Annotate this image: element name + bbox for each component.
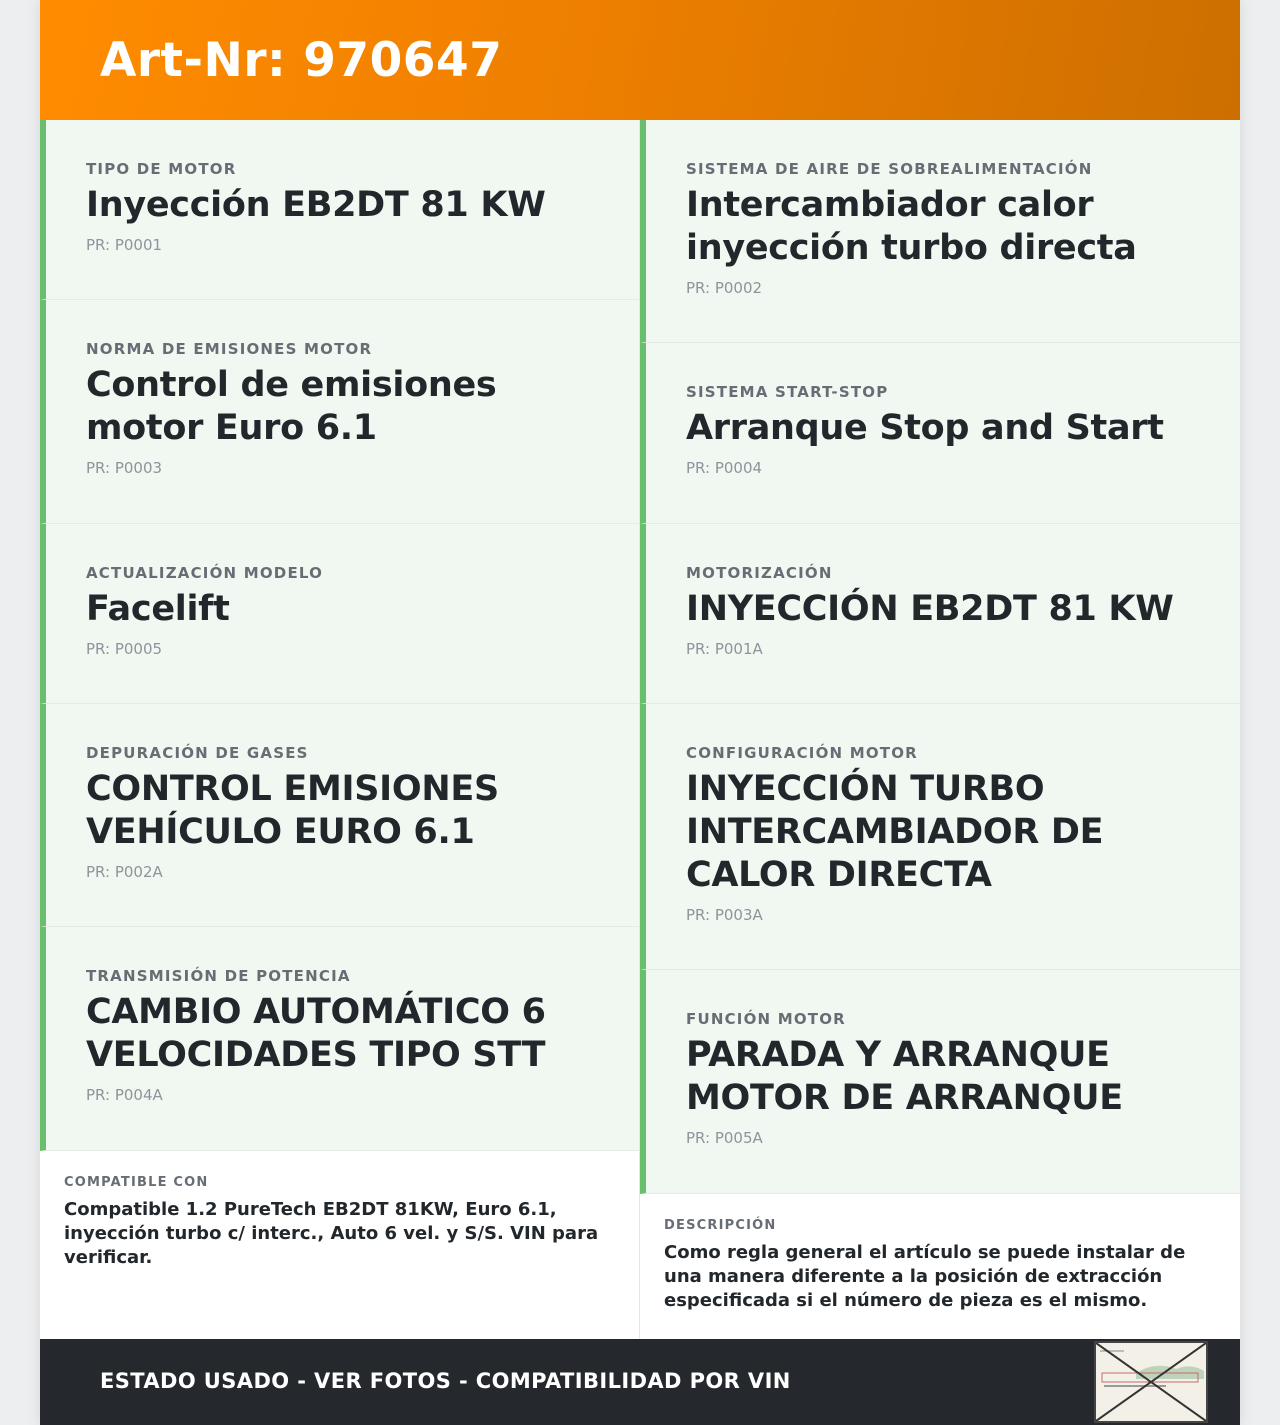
spec-pr-code: PR: P001A [686, 640, 763, 658]
spec-pr-code: PR: P002A [86, 863, 163, 881]
spec-columns [40, 120, 1240, 1339]
spec-card [640, 524, 1240, 704]
spec-card [40, 524, 639, 704]
spec-card [40, 927, 639, 1151]
spec-label: CONFIGURACIÓN MOTOR [686, 744, 918, 762]
spec-label: SISTEMA START-STOP [686, 383, 889, 401]
spec-value: Arranque Stop and Start [686, 408, 1164, 448]
footer-bar [40, 1339, 1240, 1425]
spec-pr-code: PR: P003A [686, 906, 763, 924]
spec-value: Intercambiador calor inyección turbo directa [686, 185, 1137, 268]
spec-card [40, 704, 639, 927]
spec-card [40, 300, 639, 524]
spec-value: Inyección EB2DT 81 KW [86, 185, 546, 225]
footer-status-text: ESTADO USADO - VER FOTOS - COMPATIBILIDAD POR VIN [100, 1369, 791, 1393]
header-bar [40, 0, 1240, 120]
spec-card [640, 970, 1240, 1194]
spec-card [640, 704, 1240, 970]
left-column [40, 120, 640, 1339]
spec-label: FUNCIÓN MOTOR [686, 1010, 846, 1028]
spec-card [640, 120, 1240, 343]
article-number-title: Art-Nr: 970647 [100, 32, 503, 88]
spec-label: TIPO DE MOTOR [86, 160, 237, 178]
spec-label: ACTUALIZACIÓN MODELO [86, 564, 324, 582]
spec-pr-code: PR: P0004 [686, 459, 763, 477]
spec-value: INYECCIÓN EB2DT 81 KW [686, 589, 1174, 629]
compatible-section [40, 1151, 639, 1339]
spec-value: Control de emisiones motor Euro 6.1 [86, 365, 497, 448]
description-label: DESCRIPCIÓN [664, 1218, 777, 1233]
description-section [640, 1194, 1240, 1339]
spec-label: DEPURACIÓN DE GASES [86, 744, 309, 762]
spec-value: PARADA Y ARRANQUE MOTOR DE ARRANQUE [686, 1035, 1123, 1118]
spec-label: NORMA DE EMISIONES MOTOR [86, 340, 373, 358]
spec-card [40, 120, 639, 300]
spec-value: INYECCIÓN TURBO INTERCAMBIADOR DE CALOR DIRECTA [686, 769, 1104, 895]
compatible-label: COMPATIBLE CON [64, 1175, 209, 1190]
part-label-image [1096, 1343, 1206, 1421]
part-label-photo [1094, 1341, 1208, 1423]
spec-value: CONTROL EMISIONES VEHÍCULO EURO 6.1 [86, 769, 499, 852]
spec-pr-code: PR: P0002 [686, 279, 763, 297]
spec-value: CAMBIO AUTOMÁTICO 6 VELOCIDADES TIPO STT [86, 992, 546, 1075]
document-page [40, 0, 1240, 1425]
spec-label: MOTORIZACIÓN [686, 564, 833, 582]
spec-pr-code: PR: P004A [86, 1086, 163, 1104]
spec-label: TRANSMISIÓN DE POTENCIA [86, 967, 351, 985]
spec-pr-code: PR: P005A [686, 1129, 763, 1147]
spec-pr-code: PR: P0003 [86, 459, 163, 477]
spec-card [640, 343, 1240, 524]
compatible-text: Compatible 1.2 PureTech EB2DT 81KW, Euro 6.1, inyección turbo c/ interc., Auto 6 vel. y S/S. VIN para verificar. [64, 1199, 599, 1268]
right-column [640, 120, 1240, 1339]
spec-label: SISTEMA DE AIRE DE SOBREALIMENTACIÓN [686, 160, 1093, 178]
spec-value: Facelift [86, 589, 230, 629]
spec-pr-code: PR: P0005 [86, 640, 163, 658]
spec-pr-code: PR: P0001 [86, 236, 163, 254]
description-text: Como regla general el artículo se puede instalar de una manera diferente a la posición de extracción especificada si el número de pieza es el mismo. [664, 1242, 1186, 1311]
